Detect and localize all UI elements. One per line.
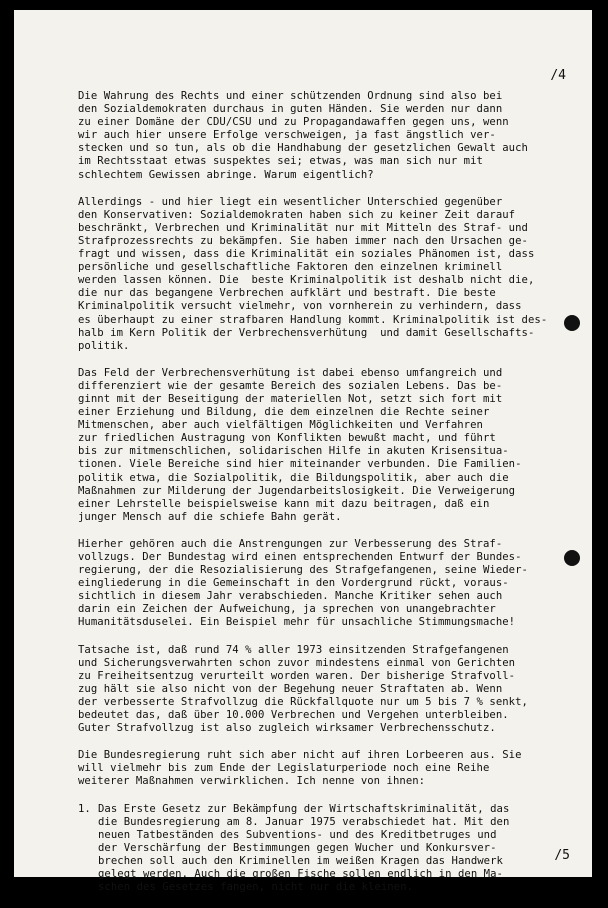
- text-line: die Bundesregierung am 8. Januar 1975 verabschiedet hat. Mit den: [98, 815, 510, 828]
- scan-left-edge: [0, 0, 14, 887]
- text-line: weiterer Maßnahmen verwirklichen. Ich nenne von ihnen:: [78, 775, 426, 788]
- text-line: beschränkt, Verbrechen und Kriminalität nur mit Mitteln des Straf- und: [78, 221, 528, 234]
- list-item: [78, 803, 588, 895]
- paragraph: [78, 196, 588, 353]
- text-line: eingliederung in die Gemeinschaft in den Vordergrund rückt, voraus-: [78, 577, 509, 590]
- paragraph: [78, 538, 588, 630]
- text-line: Mitmenschen, aber auch vielfältigen Möglichkeiten und Verfahren: [78, 419, 483, 432]
- text-line: politik.: [78, 339, 130, 352]
- text-line: schen des Gesetzes fangen, nicht nur die kleinen.: [98, 881, 413, 894]
- text-line: Das Erste Gesetz zur Bekämpfung der Wirtschaftskriminalität, das: [98, 802, 510, 815]
- text-line: Humanitätsduselei. Ein Beispiel mehr für unsachliche Stimmungsmache!: [78, 616, 516, 629]
- text-line: der Verschärfung der Bestimmungen gegen Wucher und Konkursver-: [98, 841, 497, 854]
- text-line: Die Bundesregierung ruht sich aber nicht auf ihren Lorbeeren aus. Sie: [78, 749, 522, 762]
- text-line: Tatsache ist, daß rund 74 % aller 1973 einsitzenden Strafgefangenen: [78, 643, 509, 656]
- text-line: es überhaupt zu einer strafbaren Handlung kommt. Kriminalpolitik ist des-: [78, 313, 548, 326]
- text-line: zug hält sie also nicht von der Begehung neuer Straftaten ab. Wenn: [78, 682, 503, 695]
- text-line: ginnt mit der Beseitigung der materiellen Not, setzt sich fort mit: [78, 392, 503, 405]
- text-line: brechen soll auch den Kriminellen im weißen Kragen das Handwerk: [98, 854, 503, 867]
- text-line: halb im Kern Politik der Verbrechensverhütung und damit Gesellschafts-: [78, 326, 535, 339]
- paragraph: [78, 367, 588, 524]
- text-line: den Konservativen: Sozialdemokraten haben sich zu keiner Zeit darauf: [78, 208, 516, 221]
- text-line: wir auch hier unsere Erfolge verschweigen, ja fast ängstlich ver-: [78, 129, 496, 142]
- text-line: politik etwa, die Sozialpolitik, die Bildungspolitik, aber auch die: [78, 471, 509, 484]
- text-line: vollzugs. Der Bundestag wird einen entsprechenden Entwurf der Bundes-: [78, 551, 522, 563]
- text-line: Maßnahmen zur Milderung der Jugendarbeitslosigkeit. Die Verweigerung: [78, 484, 516, 497]
- text-line: bis zur mitmenschlichen, solidarischen Hilfe in akuten Krisensitua-: [78, 445, 509, 458]
- paragraph: [78, 644, 588, 736]
- text-line: regierung, der die Resozialisierung des Strafgefangenen, seine Wieder-: [78, 564, 528, 577]
- text-line: fragt und wissen, dass die Kriminalität ein soziales Phänomen ist, dass: [78, 248, 535, 261]
- text-line: zur friedlichen Austragung von Konflikten bewußt macht, und führt: [78, 432, 496, 445]
- text-line: Hierher gehören auch die Anstrengungen zur Verbesserung des Straf-: [78, 537, 503, 550]
- text-line: schlechtem Gewissen abringe. Warum eigentlich?: [78, 168, 374, 181]
- punch-hole-mark: [564, 315, 580, 331]
- text-line: differenziert wie der gesamte Bereich des sozialen Lebens. Das be-: [78, 379, 503, 392]
- text-line: gelegt werden. Auch die großen Fische sollen endlich in den Ma-: [98, 867, 503, 880]
- text-line: neuen Tatbeständen des Subventions- und des Kreditbetruges und: [98, 828, 497, 841]
- text-line: im Rechtsstaat etwas suspektes sei; etwas, was man sich nur mit: [78, 155, 483, 168]
- paragraph: [78, 749, 588, 788]
- list-marker: 1.: [78, 802, 91, 815]
- scan-right-edge: [592, 0, 608, 887]
- text-line: Kriminalpolitik versucht vielmehr, von vornherein zu verhindern, dass: [78, 300, 522, 313]
- text-line: die nur das begangene Verbrechen aufklärt und bestraft. Die beste: [78, 287, 496, 300]
- text-line: Strafprozessrechts zu bekämpfen. Sie haben immer nach den Ursachen ge-: [78, 234, 528, 247]
- document-page: [14, 10, 592, 894]
- text-line: stecken und so tun, als ob die Handhabung der gesetzlichen Gewalt auch: [78, 142, 528, 155]
- text-line: zu Freiheitsentzug verurteilt worden waren. Der bisherige Strafvoll-: [78, 669, 516, 682]
- text-line: einer Erziehung und Bildung, die dem einzelnen die Rechte seiner: [78, 406, 490, 419]
- text-line: und Sicherungsverwahrten schon zuvor mindestens einmal von Gerichten: [78, 656, 516, 669]
- text-line: Die Wahrung des Rechts und einer schützenden Ordnung sind also bei: [78, 90, 503, 102]
- text-line: junger Mensch auf die schiefe Bahn gerät.: [78, 510, 342, 523]
- text-line: will vielmehr bis zum Ende der Legislaturperiode noch eine Reihe: [78, 762, 490, 775]
- text-line: den Sozialdemokraten durchaus in guten Händen. Sie werden nur dann: [78, 103, 503, 116]
- text-line: Allerdings - und hier liegt ein wesentlicher Unterschied gegenüber: [78, 195, 503, 208]
- text-line: der verbesserte Strafvollzug die Rückfallquote nur um 5 bis 7 % senkt,: [78, 695, 528, 708]
- text-line: darin ein Zeichen der Aufweichung, ja sprechen von unangebrachter: [78, 603, 496, 616]
- page-number-bottom: /5: [554, 848, 570, 863]
- punch-hole-mark: [564, 550, 580, 566]
- text-line: sichtlich in diesem Jahr verabschieden. Manche Kritiker sehen auch: [78, 590, 503, 603]
- text-line: einer Lehrstelle beispielsweise kann mit dazu beitragen, daß ein: [78, 497, 490, 510]
- text-line: Das Feld der Verbrechensverhütung ist dabei ebenso umfangreich und: [78, 366, 503, 379]
- text-line: persönliche und gesellschaftliche Faktoren den einzelnen kriminell: [78, 261, 503, 274]
- paragraph: [78, 90, 588, 182]
- text-line: Guter Strafvollzug ist also zugleich wirksamer Verbrechensschutz.: [78, 722, 496, 735]
- text-line: werden lassen können. Die beste Kriminalpolitik ist deshalb nicht die,: [78, 274, 535, 287]
- text-line: bedeutet das, daß über 10.000 Verbrechen und Vergehen unterbleiben.: [78, 709, 509, 722]
- body-text: [78, 90, 588, 908]
- text-line: zu einer Domäne der CDU/CSU und zu Propagandawaffen gegen uns, wenn: [78, 116, 509, 129]
- page-number-top: /4: [550, 68, 566, 83]
- text-line: tionen. Viele Bereiche sind hier miteinander verbunden. Die Familien-: [78, 458, 522, 471]
